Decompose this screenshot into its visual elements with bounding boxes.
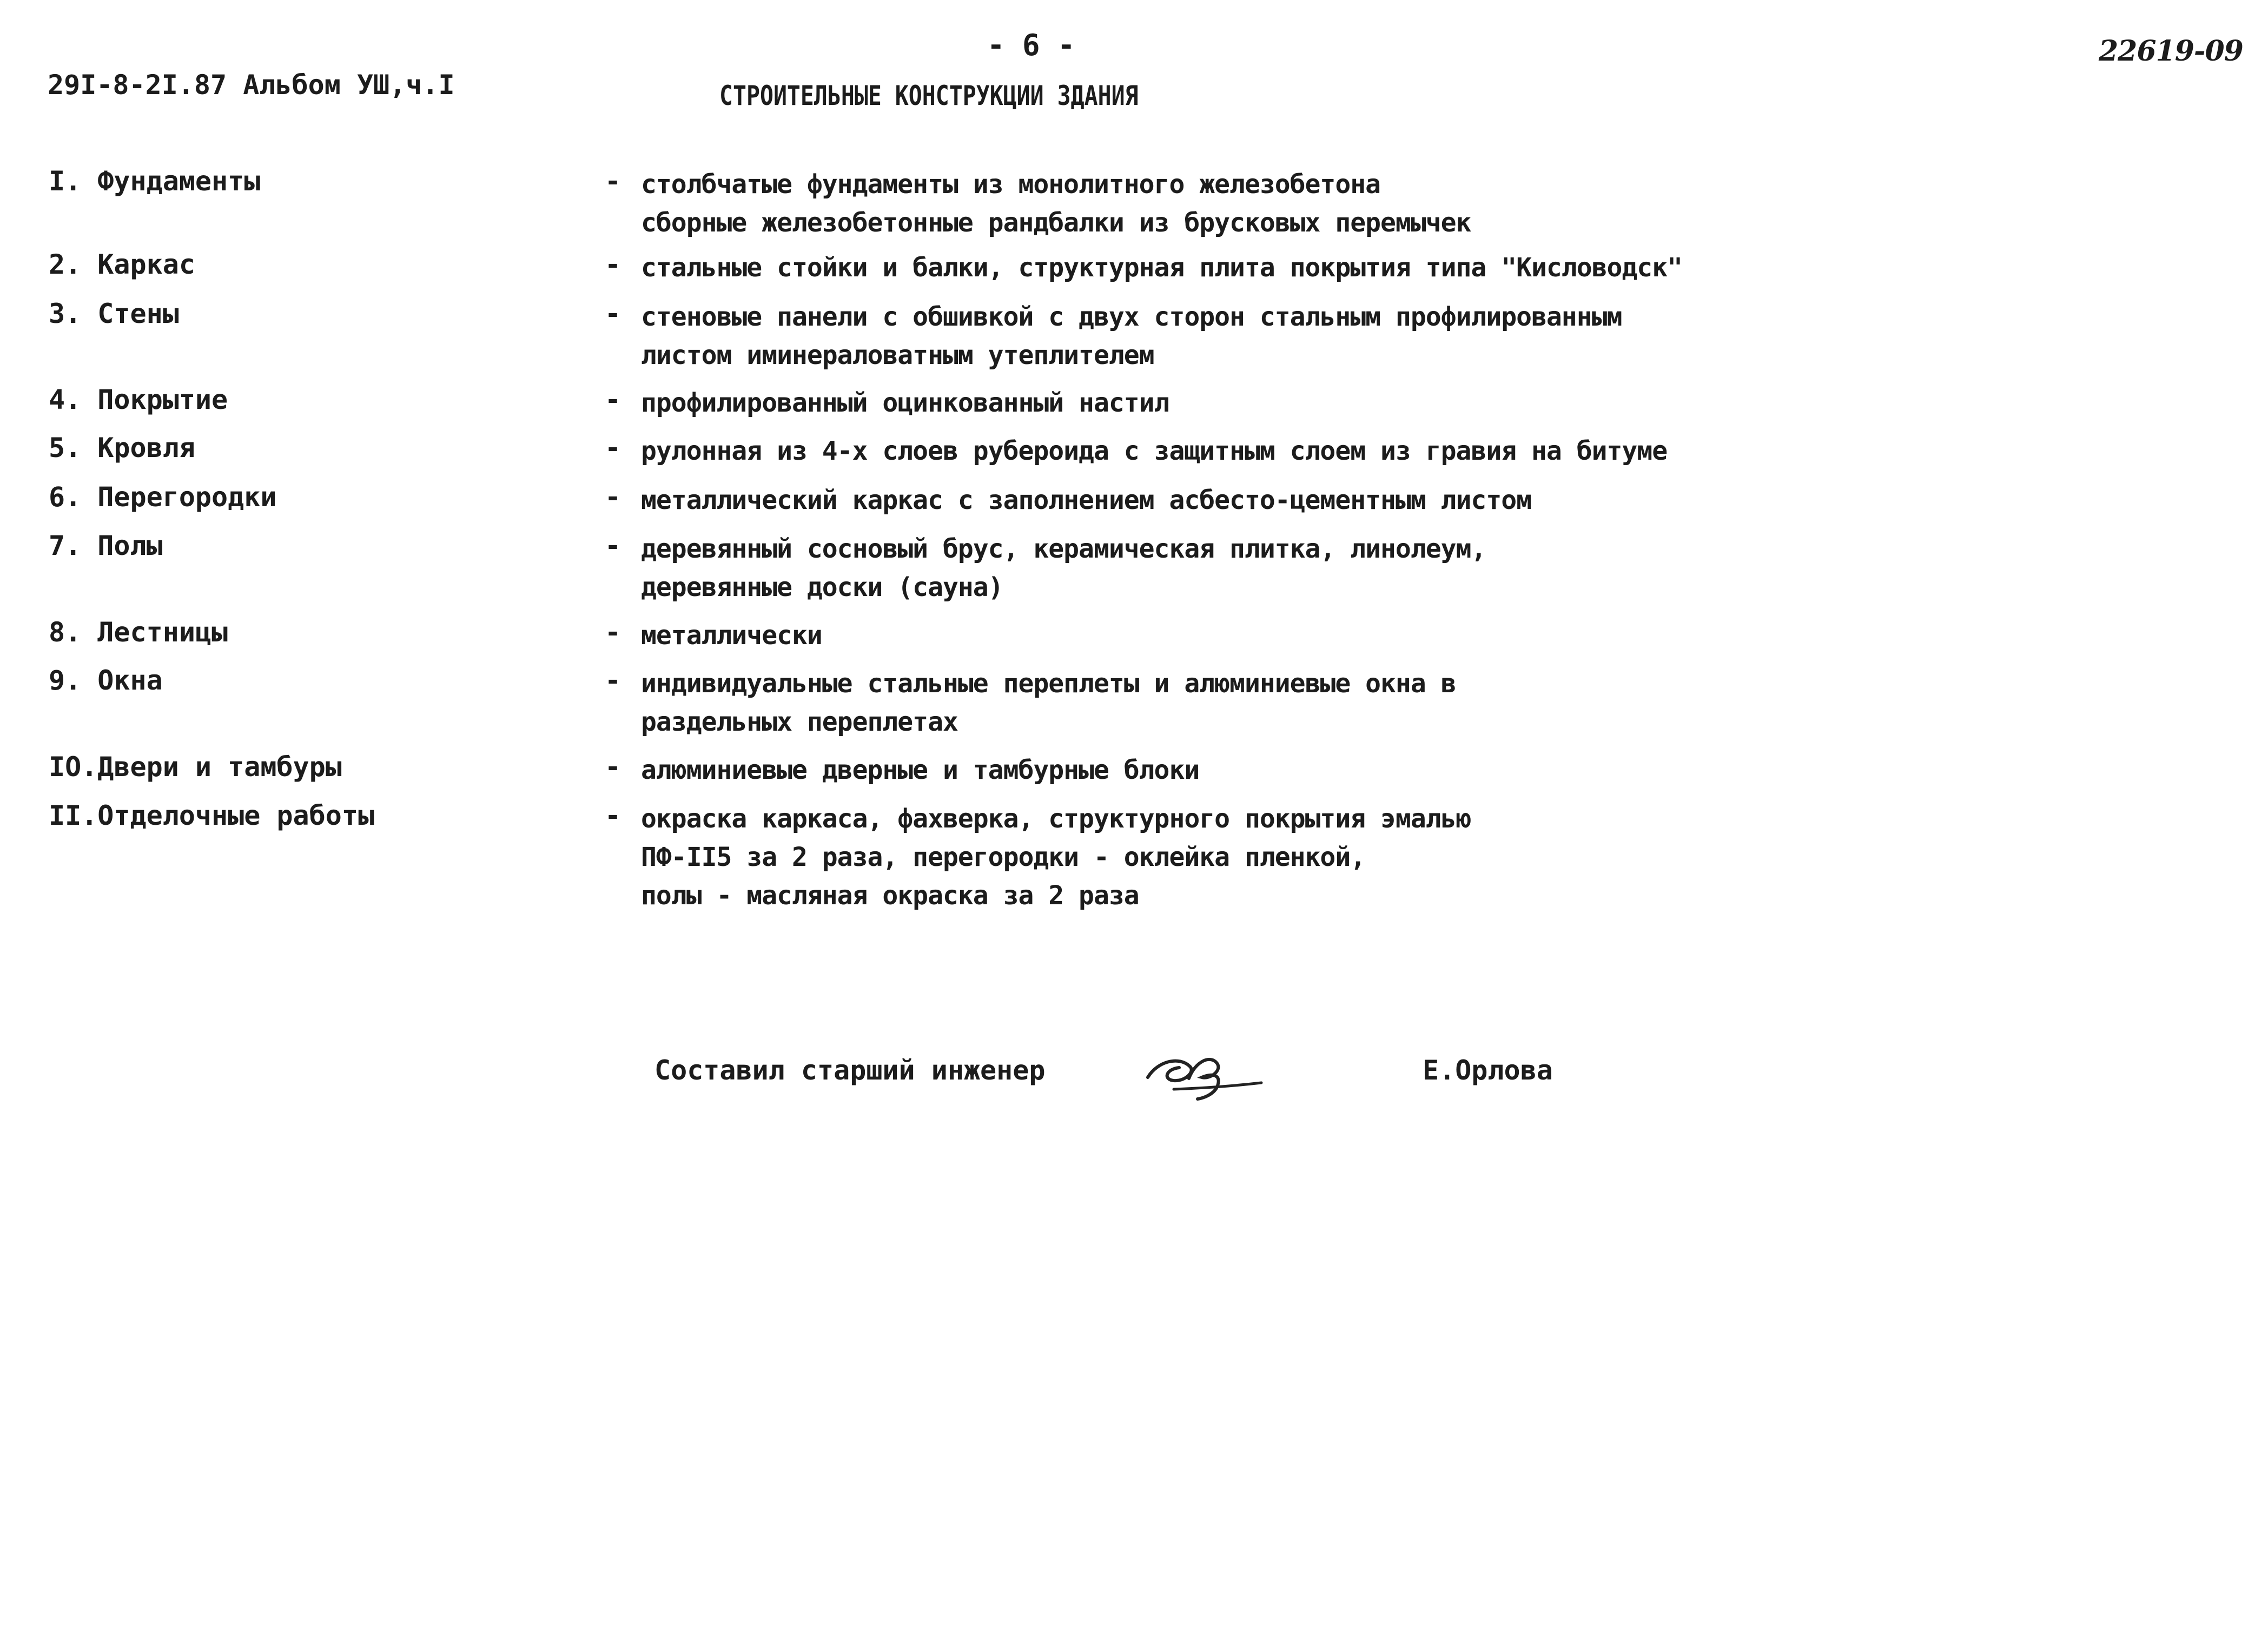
spec-item-name: 3. Стены: [49, 298, 179, 329]
spec-item-description: рулонная из 4-х слоев рубероида с защитным слоем из гравия на битуме: [641, 436, 1668, 466]
spec-item-description: металлический каркас с заполнением асбесто-цементным листом: [641, 485, 1532, 515]
spec-item-dash: -: [605, 665, 621, 696]
spec-item-name: II.Отделочные работы: [49, 800, 375, 831]
spec-item-dash: -: [605, 165, 621, 197]
signed-by-label: Составил старший инженер: [654, 1055, 1046, 1086]
document-code: 29I-8-2I.87 Альбом УШ,ч.I: [48, 69, 455, 101]
spec-item-dash: -: [605, 530, 621, 561]
spec-item-description: профилированный оцинкованный настил: [641, 388, 1169, 418]
spec-item-name: 4. Покрытие: [49, 384, 228, 415]
spec-item-dash: -: [605, 249, 621, 280]
spec-item-dash: -: [605, 298, 621, 329]
spec-item-name: 2. Каркас: [49, 249, 195, 280]
spec-item-dash: -: [605, 800, 621, 831]
archive-number: 22619-09: [2099, 35, 2243, 68]
spec-item-description: окраска каркаса, фахверка, структурного покрытия эмалью ПФ-II5 за 2 раза, перегородки - оклейка пленкой, полы - масляная окраска за 2 раза: [641, 804, 1471, 911]
spec-item-dash: -: [605, 751, 621, 783]
spec-item-dash: -: [605, 617, 621, 648]
spec-item-description: деревянный сосновый брус, керамическая плитка, линолеум, деревянные доски (сауна): [641, 534, 1486, 602]
spec-item-description: стеновые панели с обшивкой с двух сторон стальным профилированным листом иминераловатным утеплителем: [641, 302, 1622, 370]
spec-item-name: 7. Полы: [49, 530, 163, 561]
spec-item-description: стальные стойки и балки, структурная плита покрытия типа "Кисловодск": [641, 253, 1682, 283]
spec-item-description: алюминиевые дверные и тамбурные блоки: [641, 755, 1200, 785]
spec-item-name: IO.Двери и тамбуры: [49, 751, 342, 783]
spec-item-dash: -: [605, 384, 621, 415]
spec-item-name: 5. Кровля: [49, 432, 195, 463]
spec-item-description: индивидуальные стальные переплеты и алюминиевые окна в раздельных переплетах: [641, 668, 1456, 737]
spec-item-description: столбчатые фундаменты из монолитного железобетона сборные железобетонные рандбалки из брусковых перемычек: [641, 169, 1471, 238]
signer-name: Е.Орлова: [1423, 1055, 1553, 1086]
page-title: СТРОИТЕЛЬНЫЕ КОНСТРУКЦИИ ЗДАНИЯ: [719, 80, 1139, 111]
page-number: - 6 -: [987, 28, 1075, 62]
spec-item-name: 8. Лестницы: [49, 617, 228, 648]
handwritten-signature: [1141, 1039, 1266, 1104]
spec-item-description: металлически: [641, 620, 822, 651]
spec-item-name: I. Фундаменты: [49, 165, 261, 197]
spec-item-dash: -: [605, 481, 621, 513]
spec-item-name: 6. Перегородки: [49, 481, 277, 513]
spec-item-name: 9. Окна: [49, 665, 163, 696]
spec-item-dash: -: [605, 432, 621, 463]
